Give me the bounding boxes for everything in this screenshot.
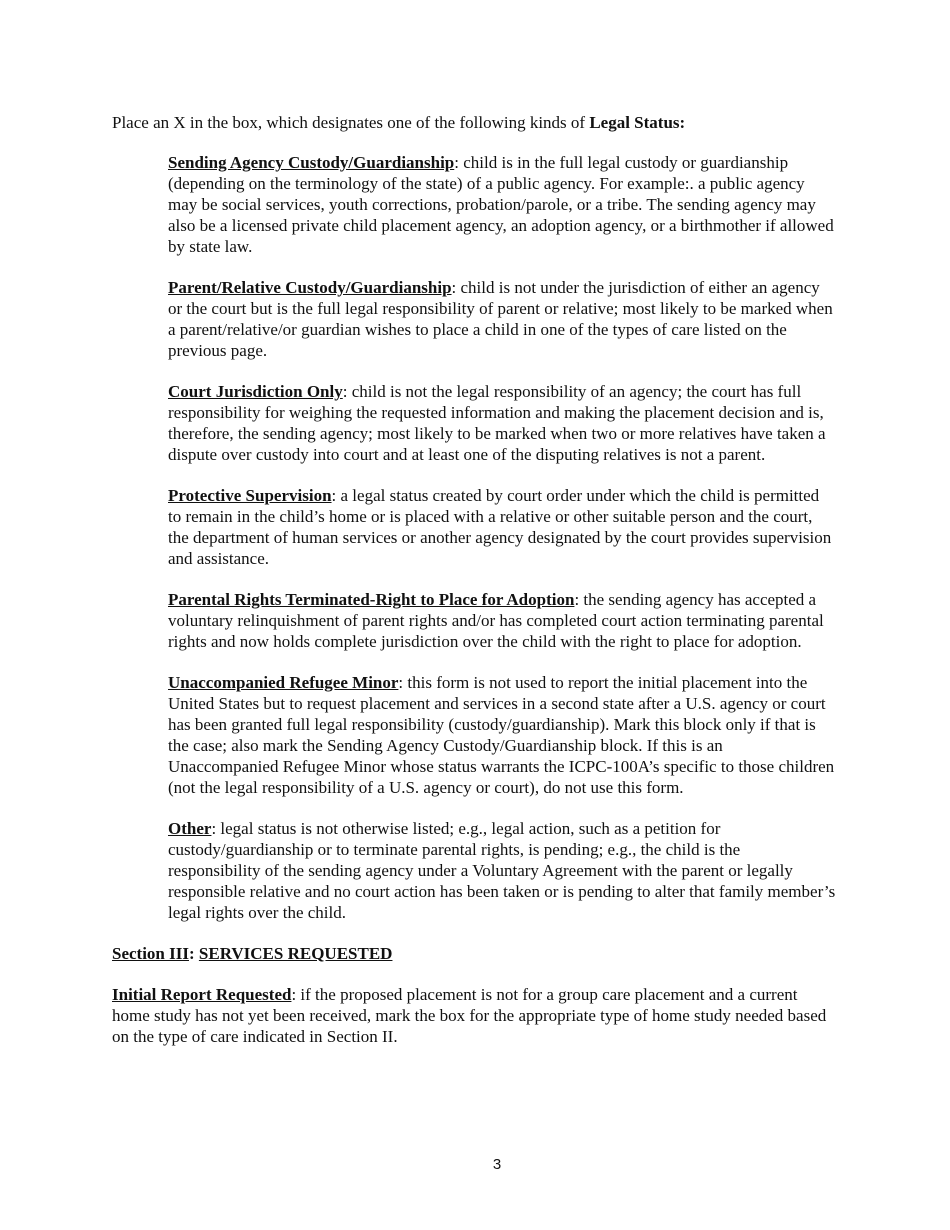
definition-unaccompanied-refugee-minor <box>168 672 836 798</box>
initial-report-term: Initial Report Requested <box>112 985 292 1004</box>
section-separator: : <box>188 944 199 963</box>
definition-text: : this form is not used to report the initial placement into the United States but to request placement and services in a second state after a U.S. agency or court has been granted full legal responsibility (custody/guardianship). Mark this block only if that is the case; also mark the Sending Agency Custody/Guardianship block. If this is an Unaccompanied Refugee Minor whose status warrants the ICPC-100A’s specific to those children (not the legal responsibility of a U.S. agency or court), do not use this form. <box>168 673 835 797</box>
definition-parental-rights-terminated <box>168 589 836 652</box>
definition-text: : the sending agency has accepted a voluntary relinquishment of parent rights and/or has completed court action terminating parental rights and now holds complete jurisdiction over the child with the right to place for adoption. <box>168 590 824 651</box>
instruction-text: Place an X in the box, which designates one of the following kinds of <box>112 113 590 132</box>
definition-text: : a legal status created by court order under which the child is permitted to remain in the child’s home or is placed with a relative or other suitable person and the court, the department of human services or another agency designated by the court provides supervision and assistance. <box>168 486 832 568</box>
definition-term: Court Jurisdiction Only <box>168 382 343 401</box>
legal-status-definitions <box>168 152 836 923</box>
definition-protective-supervision <box>168 485 836 569</box>
document-page <box>112 112 837 1047</box>
definition-court-jurisdiction <box>168 381 836 465</box>
section-label: Section III <box>112 944 189 963</box>
definition-term: Unaccompanied Refugee Minor <box>168 673 399 692</box>
definition-text: : legal status is not otherwise listed; e.g., legal action, such as a petition for custody/guardianship or to terminate parental rights, is pending; e.g., the child is the responsibility of the sending agency under a Voluntary Agreement with the parent or legally responsible relative and no court action has been taken or is pending to alter that family member’s legal rights over the child. <box>168 819 836 922</box>
definition-term: Parental Rights Terminated-Right to Place for Adoption <box>168 590 575 609</box>
definition-text: : child is in the full legal custody or guardianship (depending on the terminology of the state) of a public agency. For example:. a public agency may be social services, youth corrections, probation/parole, or a tribe. The sending agency may also be a licensed private child placement agency, an adoption agency, or a birthmother if allowed by state law. <box>168 153 834 256</box>
definition-parent-relative <box>168 277 836 361</box>
definition-other <box>168 818 836 923</box>
page-number: 3 <box>492 1156 502 1173</box>
definition-term: Protective Supervision <box>168 486 332 505</box>
definition-term: Sending Agency Custody/Guardianship <box>168 153 455 172</box>
section-title: SERVICES REQUESTED <box>198 944 393 963</box>
legal-status-instruction <box>112 112 837 133</box>
initial-report-text: : if the proposed placement is not for a group care placement and a current home study has not yet been received, mark the box for the appropriate type of home study needed based on the type of care indicated in Section II. <box>112 985 827 1046</box>
definition-sending-agency <box>168 152 836 257</box>
definition-text: : child is not under the jurisdiction of either an agency or the court but is the full legal responsibility of parent or relative; most likely to be marked when a parent/relative/or guardian wishes to place a child in one of the types of care listed on the previous page. <box>168 278 833 360</box>
definition-text: : child is not the legal responsibility of an agency; the court has full responsibility for weighing the requested information and making the placement decision and is, therefore, the sending agency; most likely to be marked when two or more relatives have taken a dispute over custody into court and at least one of the disputing relatives is not a parent. <box>168 382 826 464</box>
section-heading <box>112 943 837 964</box>
definition-term: Parent/Relative Custody/Guardianship <box>168 278 452 297</box>
initial-report-paragraph <box>112 984 837 1047</box>
definition-term: Other <box>168 819 212 838</box>
instruction-bold-label: Legal Status: <box>589 113 686 132</box>
